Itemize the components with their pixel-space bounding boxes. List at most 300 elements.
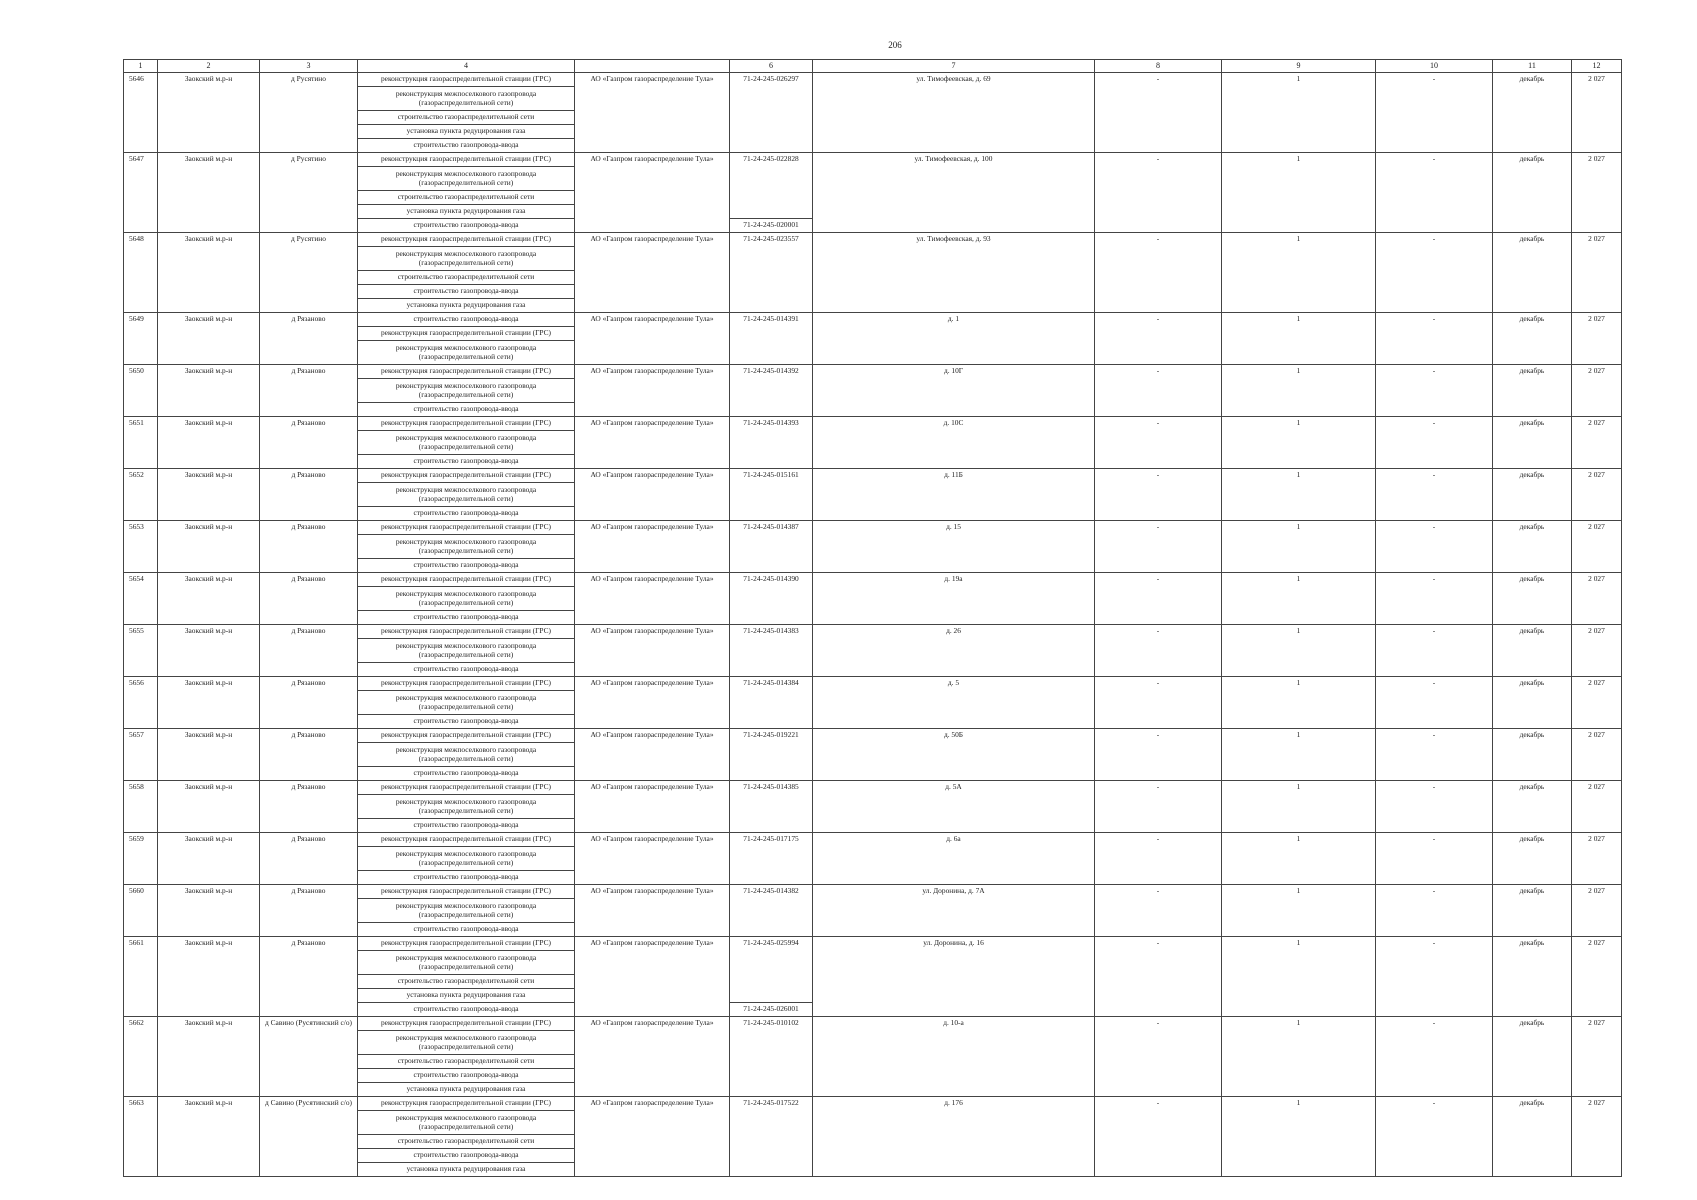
col10-cell: - [1376, 365, 1493, 417]
col8-cell: - [1095, 521, 1222, 573]
work-type-cell: установка пункта редуцирования газа [358, 299, 575, 313]
col10-cell: - [1376, 885, 1493, 937]
month-cell: декабрь [1493, 73, 1572, 153]
work-type-cell: реконструкция газораспределительной станции (ГРС) [358, 833, 575, 847]
code-cell: 71-24-245-015161 [730, 469, 813, 521]
work-type-cell: строительство газопровода-ввода [358, 139, 575, 153]
village-cell: д Рязаново [260, 885, 358, 937]
month-cell: декабрь [1493, 313, 1572, 365]
village-cell: д Русятино [260, 73, 358, 153]
col8-cell: - [1095, 833, 1222, 885]
table-row [124, 937, 1622, 951]
record-id: 5662 [124, 1017, 158, 1097]
col8-cell: - [1095, 729, 1222, 781]
work-type-cell: реконструкция газораспределительной станции (ГРС) [358, 677, 575, 691]
col8-cell: - [1095, 885, 1222, 937]
work-type-cell: реконструкция газораспределительной станции (ГРС) [358, 885, 575, 899]
year-cell: 2 027 [1572, 313, 1622, 365]
work-type-cell: установка пункта редуцирования газа [358, 125, 575, 139]
year-cell: 2 027 [1572, 469, 1622, 521]
village-cell: д Русятино [260, 153, 358, 233]
work-type-cell: установка пункта редуцирования газа [358, 1163, 575, 1177]
work-type-cell: реконструкция межпоселкового газопровода (газораспределительной сети) [358, 87, 575, 111]
col8-cell: - [1095, 1097, 1222, 1177]
district-cell: Заокский м.р-н [158, 1097, 260, 1177]
col9-cell: 1 [1222, 73, 1376, 153]
village-cell: д Рязаново [260, 365, 358, 417]
col-header-3: 3 [260, 60, 358, 73]
col8-cell: - [1095, 677, 1222, 729]
col9-cell: 1 [1222, 781, 1376, 833]
col9-cell: 1 [1222, 365, 1376, 417]
address-cell: д. 10-а [813, 1017, 1095, 1097]
address-cell: д. 15 [813, 521, 1095, 573]
data-table [123, 59, 1622, 1177]
record-id: 5655 [124, 625, 158, 677]
month-cell: декабрь [1493, 781, 1572, 833]
col8-cell: - [1095, 417, 1222, 469]
code-cell: 71-24-245-014391 [730, 313, 813, 365]
organization-cell: АО «Газпром газораспределение Тула» [575, 677, 730, 729]
work-type-cell: строительство газопровода-ввода [358, 455, 575, 469]
organization-cell: АО «Газпром газораспределение Тула» [575, 417, 730, 469]
table-row [124, 521, 1622, 535]
col8-cell: - [1095, 153, 1222, 233]
work-type-cell: реконструкция газораспределительной станции (ГРС) [358, 365, 575, 379]
work-type-cell: строительство газопровода-ввода [358, 403, 575, 417]
district-cell: Заокский м.р-н [158, 521, 260, 573]
col8-cell: - [1095, 625, 1222, 677]
address-cell: ул. Доронина, д. 7А [813, 885, 1095, 937]
table-row [124, 781, 1622, 795]
work-type-cell: реконструкция межпоселкового газопровода (газораспределительной сети) [358, 795, 575, 819]
record-id: 5654 [124, 573, 158, 625]
col8-cell: - [1095, 469, 1222, 521]
organization-cell: АО «Газпром газораспределение Тула» [575, 625, 730, 677]
col-header-8: 8 [1095, 60, 1222, 73]
organization-cell: АО «Газпром газораспределение Тула» [575, 885, 730, 937]
organization-cell: АО «Газпром газораспределение Тула» [575, 1017, 730, 1097]
col9-cell: 1 [1222, 233, 1376, 313]
table-row [124, 153, 1622, 167]
address-cell: д. 10С [813, 417, 1095, 469]
village-cell: д Рязаново [260, 521, 358, 573]
work-type-cell: реконструкция межпоселкового газопровода (газораспределительной сети) [358, 431, 575, 455]
year-cell: 2 027 [1572, 521, 1622, 573]
col10-cell: - [1376, 625, 1493, 677]
col10-cell: - [1376, 1097, 1493, 1177]
work-type-cell: установка пункта редуцирования газа [358, 989, 575, 1003]
table-row [124, 1017, 1622, 1031]
year-cell: 2 027 [1572, 365, 1622, 417]
record-id: 5657 [124, 729, 158, 781]
work-type-cell: реконструкция газораспределительной станции (ГРС) [358, 729, 575, 743]
work-type-cell: реконструкция межпоселкового газопровода (газораспределительной сети) [358, 899, 575, 923]
record-id: 5648 [124, 233, 158, 313]
table-row [124, 573, 1622, 587]
code-cell: 71-24-245-026001 [730, 1003, 813, 1017]
organization-cell: АО «Газпром газораспределение Тула» [575, 937, 730, 1017]
work-type-cell: реконструкция межпоселкового газопровода (газораспределительной сети) [358, 951, 575, 975]
organization-cell: АО «Газпром газораспределение Тула» [575, 573, 730, 625]
work-type-cell: установка пункта редуцирования газа [358, 1083, 575, 1097]
district-cell: Заокский м.р-н [158, 937, 260, 1017]
col10-cell: - [1376, 233, 1493, 313]
work-type-cell: реконструкция межпоселкового газопровода (газораспределительной сети) [358, 847, 575, 871]
organization-cell: АО «Газпром газораспределение Тула» [575, 469, 730, 521]
col9-cell: 1 [1222, 1097, 1376, 1177]
col10-cell: - [1376, 313, 1493, 365]
col10-cell: - [1376, 729, 1493, 781]
record-id: 5663 [124, 1097, 158, 1177]
col-header-10: 10 [1376, 60, 1493, 73]
table-row [124, 1097, 1622, 1111]
header-row [124, 60, 1622, 73]
col-header-2: 2 [158, 60, 260, 73]
address-cell: д. 6а [813, 833, 1095, 885]
work-type-cell: реконструкция межпоселкового газопровода (газораспределительной сети) [358, 691, 575, 715]
village-cell: д Рязаново [260, 573, 358, 625]
district-cell: Заокский м.р-н [158, 729, 260, 781]
month-cell: декабрь [1493, 885, 1572, 937]
year-cell: 2 027 [1572, 73, 1622, 153]
work-type-cell: реконструкция межпоселкового газопровода (газораспределительной сети) [358, 587, 575, 611]
work-type-cell: строительство газораспределительной сети [358, 1135, 575, 1149]
work-type-cell: реконструкция межпоселкового газопровода (газораспределительной сети) [358, 535, 575, 559]
organization-cell: АО «Газпром газораспределение Тула» [575, 73, 730, 153]
col9-cell: 1 [1222, 573, 1376, 625]
village-cell: д Савино (Русятинский с/о) [260, 1097, 358, 1177]
col8-cell: - [1095, 937, 1222, 1017]
district-cell: Заокский м.р-н [158, 417, 260, 469]
year-cell: 2 027 [1572, 153, 1622, 233]
work-type-cell: строительство газопровода-ввода [358, 715, 575, 729]
table-row [124, 885, 1622, 899]
col9-cell: 1 [1222, 625, 1376, 677]
col-header-9: 9 [1222, 60, 1376, 73]
year-cell: 2 027 [1572, 677, 1622, 729]
month-cell: декабрь [1493, 937, 1572, 1017]
organization-cell: АО «Газпром газораспределение Тула» [575, 521, 730, 573]
table-row [124, 417, 1622, 431]
district-cell: Заокский м.р-н [158, 1017, 260, 1097]
district-cell: Заокский м.р-н [158, 73, 260, 153]
work-type-cell: строительство газораспределительной сети [358, 111, 575, 125]
work-type-cell: реконструкция межпоселкового газопровода (газораспределительной сети) [358, 341, 575, 365]
record-id: 5646 [124, 73, 158, 153]
col-header-11: 11 [1493, 60, 1572, 73]
col-header-7: 7 [813, 60, 1095, 73]
table-row [124, 625, 1622, 639]
district-cell: Заокский м.р-н [158, 233, 260, 313]
col10-cell: - [1376, 153, 1493, 233]
record-id: 5659 [124, 833, 158, 885]
col9-cell: 1 [1222, 521, 1376, 573]
work-type-cell: установка пункта редуцирования газа [358, 205, 575, 219]
col10-cell: - [1376, 417, 1493, 469]
address-cell: д. 10Г [813, 365, 1095, 417]
district-cell: Заокский м.р-н [158, 153, 260, 233]
record-id: 5647 [124, 153, 158, 233]
work-type-cell: строительство газопровода-ввода [358, 1003, 575, 1017]
year-cell: 2 027 [1572, 573, 1622, 625]
col8-cell: - [1095, 365, 1222, 417]
work-type-cell: строительство газопровода-ввода [358, 923, 575, 937]
village-cell: д Савино (Русятинский с/о) [260, 1017, 358, 1097]
month-cell: декабрь [1493, 1097, 1572, 1177]
organization-cell: АО «Газпром газораспределение Тула» [575, 781, 730, 833]
organization-cell: АО «Газпром газораспределение Тула» [575, 153, 730, 233]
work-type-cell: строительство газопровода-ввода [358, 285, 575, 299]
district-cell: Заокский м.р-н [158, 885, 260, 937]
record-id: 5661 [124, 937, 158, 1017]
work-type-cell: реконструкция газораспределительной станции (ГРС) [358, 153, 575, 167]
village-cell: д Рязаново [260, 417, 358, 469]
table-row [124, 365, 1622, 379]
month-cell: декабрь [1493, 469, 1572, 521]
record-id: 5658 [124, 781, 158, 833]
district-cell: Заокский м.р-н [158, 833, 260, 885]
work-type-cell: реконструкция газораспределительной станции (ГРС) [358, 1097, 575, 1111]
work-type-cell: реконструкция межпоселкового газопровода (газораспределительной сети) [358, 1111, 575, 1135]
col8-cell: - [1095, 1017, 1222, 1097]
work-type-cell: строительство газопровода-ввода [358, 871, 575, 885]
col10-cell: - [1376, 781, 1493, 833]
work-type-cell: реконструкция межпоселкового газопровода (газораспределительной сети) [358, 1031, 575, 1055]
code-cell: 71-24-245-010102 [730, 1017, 813, 1097]
table-row [124, 73, 1622, 87]
col9-cell: 1 [1222, 677, 1376, 729]
month-cell: декабрь [1493, 833, 1572, 885]
table-row [124, 469, 1622, 483]
year-cell: 2 027 [1572, 885, 1622, 937]
col10-cell: - [1376, 469, 1493, 521]
year-cell: 2 027 [1572, 781, 1622, 833]
work-type-cell: строительство газораспределительной сети [358, 191, 575, 205]
work-type-cell: строительство газопровода-ввода [358, 559, 575, 573]
col10-cell: - [1376, 677, 1493, 729]
address-cell: д. 1 [813, 313, 1095, 365]
work-type-cell: реконструкция межпоселкового газопровода (газораспределительной сети) [358, 167, 575, 191]
village-cell: д Рязаново [260, 833, 358, 885]
organization-cell: АО «Газпром газораспределение Тула» [575, 833, 730, 885]
month-cell: декабрь [1493, 417, 1572, 469]
work-type-cell: реконструкция газораспределительной станции (ГРС) [358, 937, 575, 951]
col9-cell: 1 [1222, 469, 1376, 521]
work-type-cell: реконструкция газораспределительной станции (ГРС) [358, 781, 575, 795]
district-cell: Заокский м.р-н [158, 573, 260, 625]
district-cell: Заокский м.р-н [158, 677, 260, 729]
table-row [124, 233, 1622, 247]
work-type-cell: реконструкция межпоселкового газопровода (газораспределительной сети) [358, 483, 575, 507]
col10-cell: - [1376, 73, 1493, 153]
table-body [124, 73, 1622, 1177]
year-cell: 2 027 [1572, 625, 1622, 677]
work-type-cell: реконструкция газораспределительной станции (ГРС) [358, 521, 575, 535]
month-cell: декабрь [1493, 573, 1572, 625]
month-cell: декабрь [1493, 153, 1572, 233]
year-cell: 2 027 [1572, 233, 1622, 313]
organization-cell: АО «Газпром газораспределение Тула» [575, 365, 730, 417]
table-row [124, 313, 1622, 327]
work-type-cell: реконструкция газораспределительной станции (ГРС) [358, 233, 575, 247]
work-type-cell: строительство газопровода-ввода [358, 1149, 575, 1163]
record-id: 5649 [124, 313, 158, 365]
code-cell: 71-24-245-014387 [730, 521, 813, 573]
code-cell: 71-24-245-014383 [730, 625, 813, 677]
village-cell: д Рязаново [260, 677, 358, 729]
district-cell: Заокский м.р-н [158, 625, 260, 677]
village-cell: д Русятино [260, 233, 358, 313]
code-cell: 71-24-245-014382 [730, 885, 813, 937]
year-cell: 2 027 [1572, 1097, 1622, 1177]
month-cell: декабрь [1493, 1017, 1572, 1097]
year-cell: 2 027 [1572, 833, 1622, 885]
month-cell: декабрь [1493, 365, 1572, 417]
col9-cell: 1 [1222, 313, 1376, 365]
code-cell: 71-24-245-014384 [730, 677, 813, 729]
record-id: 5651 [124, 417, 158, 469]
col9-cell: 1 [1222, 833, 1376, 885]
work-type-cell: строительство газопровода-ввода [358, 819, 575, 833]
col10-cell: - [1376, 833, 1493, 885]
district-cell: Заокский м.р-н [158, 313, 260, 365]
work-type-cell: строительство газопровода-ввода [358, 767, 575, 781]
work-type-cell: строительство газораспределительной сети [358, 1055, 575, 1069]
work-type-cell: реконструкция газораспределительной станции (ГРС) [358, 1017, 575, 1031]
work-type-cell: реконструкция газораспределительной станции (ГРС) [358, 625, 575, 639]
village-cell: д Рязаново [260, 469, 358, 521]
col9-cell: 1 [1222, 417, 1376, 469]
code-cell: 71-24-245-014392 [730, 365, 813, 417]
code-cell: 71-24-245-014385 [730, 781, 813, 833]
code-cell: 71-24-245-026297 [730, 73, 813, 153]
year-cell: 2 027 [1572, 729, 1622, 781]
district-cell: Заокский м.р-н [158, 781, 260, 833]
record-id: 5660 [124, 885, 158, 937]
col8-cell: - [1095, 313, 1222, 365]
address-cell: ул. Тимофеевская, д. 100 [813, 153, 1095, 233]
village-cell: д Рязаново [260, 937, 358, 1017]
work-type-cell: реконструкция межпоселкового газопровода (газораспределительной сети) [358, 247, 575, 271]
col10-cell: - [1376, 521, 1493, 573]
work-type-cell: реконструкция газораспределительной станции (ГРС) [358, 469, 575, 483]
month-cell: декабрь [1493, 233, 1572, 313]
work-type-cell: строительство газораспределительной сети [358, 271, 575, 285]
village-cell: д Рязаново [260, 781, 358, 833]
table-row [124, 677, 1622, 691]
month-cell: декабрь [1493, 521, 1572, 573]
month-cell: декабрь [1493, 625, 1572, 677]
code-cell: 71-24-245-023557 [730, 233, 813, 313]
village-cell: д Рязаново [260, 729, 358, 781]
col-header-12: 12 [1572, 60, 1622, 73]
district-cell: Заокский м.р-н [158, 365, 260, 417]
col9-cell: 1 [1222, 937, 1376, 1017]
col10-cell: - [1376, 573, 1493, 625]
work-type-cell: строительство газораспределительной сети [358, 975, 575, 989]
record-id: 5652 [124, 469, 158, 521]
col-header-1: 1 [124, 60, 158, 73]
organization-cell: АО «Газпром газораспределение Тула» [575, 729, 730, 781]
address-cell: д. 5А [813, 781, 1095, 833]
month-cell: декабрь [1493, 729, 1572, 781]
work-type-cell: реконструкция газораспределительной станции (ГРС) [358, 73, 575, 87]
col-header-5 [575, 60, 730, 73]
address-cell: д. 26 [813, 625, 1095, 677]
table-row [124, 729, 1622, 743]
code-cell: 71-24-245-019221 [730, 729, 813, 781]
col-header-6: 6 [730, 60, 813, 73]
work-type-cell: реконструкция газораспределительной станции (ГРС) [358, 573, 575, 587]
work-type-cell: строительство газопровода-ввода [358, 663, 575, 677]
work-type-cell: строительство газопровода-ввода [358, 1069, 575, 1083]
col8-cell: - [1095, 233, 1222, 313]
code-cell: 71-24-245-014393 [730, 417, 813, 469]
district-cell: Заокский м.р-н [158, 469, 260, 521]
year-cell: 2 027 [1572, 1017, 1622, 1097]
village-cell: д Рязаново [260, 625, 358, 677]
col9-cell: 1 [1222, 885, 1376, 937]
year-cell: 2 027 [1572, 417, 1622, 469]
address-cell: д. 176 [813, 1097, 1095, 1177]
address-cell: ул. Доронина, д. 16 [813, 937, 1095, 1017]
col9-cell: 1 [1222, 729, 1376, 781]
code-cell: 71-24-245-025994 [730, 937, 813, 1003]
organization-cell: АО «Газпром газораспределение Тула» [575, 1097, 730, 1177]
address-cell: д. 50Б [813, 729, 1095, 781]
month-cell: декабрь [1493, 677, 1572, 729]
col10-cell: - [1376, 937, 1493, 1017]
work-type-cell: реконструкция межпоселкового газопровода (газораспределительной сети) [358, 379, 575, 403]
page-number: 206 [888, 40, 902, 50]
col-header-4: 4 [358, 60, 575, 73]
address-cell: д. 11Б [813, 469, 1095, 521]
col8-cell: - [1095, 73, 1222, 153]
work-type-cell: строительство газопровода-ввода [358, 507, 575, 521]
work-type-cell: реконструкция газораспределительной станции (ГРС) [358, 417, 575, 431]
work-type-cell: строительство газопровода-ввода [358, 313, 575, 327]
work-type-cell: строительство газопровода-ввода [358, 611, 575, 625]
work-type-cell: реконструкция межпоселкового газопровода (газораспределительной сети) [358, 743, 575, 767]
year-cell: 2 027 [1572, 937, 1622, 1017]
col10-cell: - [1376, 1017, 1493, 1097]
address-cell: д. 19а [813, 573, 1095, 625]
code-cell: 71-24-245-017175 [730, 833, 813, 885]
code-cell: 71-24-245-017522 [730, 1097, 813, 1177]
col9-cell: 1 [1222, 153, 1376, 233]
village-cell: д Рязаново [260, 313, 358, 365]
code-cell: 71-24-245-014390 [730, 573, 813, 625]
code-cell: 71-24-245-022828 [730, 153, 813, 219]
address-cell: ул. Тимофеевская, д. 69 [813, 73, 1095, 153]
col8-cell: - [1095, 573, 1222, 625]
col9-cell: 1 [1222, 1017, 1376, 1097]
table-row [124, 833, 1622, 847]
address-cell: ул. Тимофеевская, д. 93 [813, 233, 1095, 313]
col8-cell: - [1095, 781, 1222, 833]
work-type-cell: реконструкция газораспределительной станции (ГРС) [358, 327, 575, 341]
work-type-cell: реконструкция межпоселкового газопровода (газораспределительной сети) [358, 639, 575, 663]
organization-cell: АО «Газпром газораспределение Тула» [575, 233, 730, 313]
record-id: 5656 [124, 677, 158, 729]
code-cell: 71-24-245-020001 [730, 219, 813, 233]
address-cell: д. 5 [813, 677, 1095, 729]
work-type-cell: строительство газопровода-ввода [358, 219, 575, 233]
record-id: 5650 [124, 365, 158, 417]
organization-cell: АО «Газпром газораспределение Тула» [575, 313, 730, 365]
record-id: 5653 [124, 521, 158, 573]
